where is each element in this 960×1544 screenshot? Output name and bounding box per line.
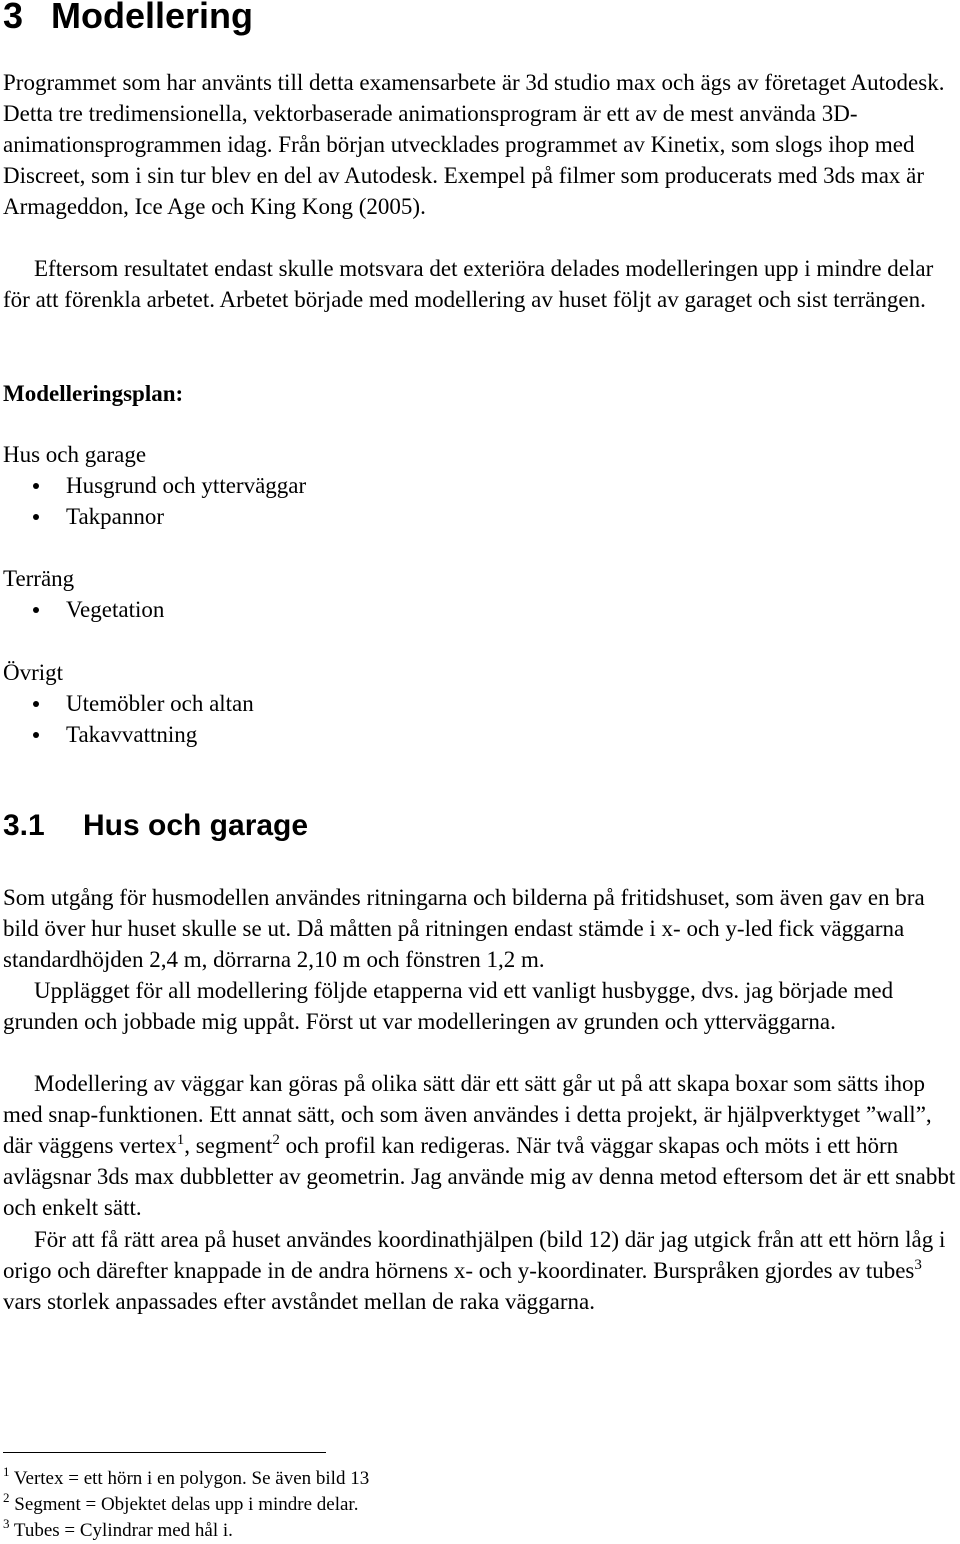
section-number: 3.1 [3, 809, 45, 842]
intro-paragraph-1: Programmet som har använts till detta examensarbete är 3d studio max och ägs av företaget Autodesk. Detta tre tredimensionella, vektorbaserade animationsprogram är ett av de mest använda 3D-animationsprogrammen idag. Från början utvecklades programmet av Kinetix, som slogs ihop med Discreet, som i sin tur blev en del av Autodesk. Exempel på filmer som producerats med 3ds max är Armageddon, Ice Age och King Kong (2005). [3, 70, 945, 219]
plan-group-label: Hus och garage [3, 442, 147, 467]
section-paragraph-2: Upplägget för all modellering följde etapperna vid ett vanligt husbygge, dvs. jag började med grunden och jobbade mig uppåt. Först ut var modelleringen av grunden och ytterväggarna. [3, 978, 894, 1034]
footnote: $^1$ Vertex = ett hörn i en polygon. Se även bild 13 [3, 1464, 370, 1489]
footnote-divider [3, 1452, 326, 1453]
bullet-icon [33, 732, 39, 738]
section-heading [3, 807, 308, 845]
section-paragraph-1: Som utgång för husmodellen användes ritningarna och bilderna på fritidshuset, som även gav en bra bild över hur huset skulle se ut. Då måtten på ritningen endast stämde i x- och y-led fick väggarna standardhöjden 2,4 m, dörrarna 2,10 m och fönstren 1,2 m. [3, 885, 925, 972]
bullet-icon [33, 514, 39, 520]
bullet-icon [33, 701, 39, 707]
footnote-ref: 3 [914, 1257, 922, 1273]
list-item: Takavvattning [3, 719, 254, 750]
footnote-ref: 1 [176, 1132, 185, 1148]
section-title: Hus och garage [83, 809, 309, 842]
list-item: Husgrund och ytterväggar [3, 470, 306, 501]
chapter-title: Modellering [51, 0, 254, 36]
chapter-heading [3, 0, 253, 38]
plan-list [3, 470, 306, 532]
footnote: $^3$ Tubes = Cylindrar med hål i. [3, 1516, 233, 1541]
footnote: $^2$ Segment = Objektet delas upp i mindre delar. [3, 1490, 359, 1515]
bullet-icon [33, 483, 39, 489]
intro-paragraph-2: Eftersom resultatet endast skulle motsvara det exteriöra delades modelleringen upp i mindre delar för att förenkla arbetet. Arbetet började med modellering av huset följt av garaget och sist terrängen. [3, 256, 934, 312]
plan-group-label: Terräng [3, 566, 75, 591]
section-paragraph-3: Modellering av väggar kan göras på olika sätt där ett sätt går ut på att skapa boxar som sätts ihop med snap-funktionen. Ett annat sätt, och som även användes i detta projekt, är hjälpverktyget ”wall”, där väggens vertex$^1$, segment$^2$ och profil kan redigeras. När två väggar skapas och möts i ett hörn avlägsnar 3ds max dubbletter av geometrin. Jag använde mig av denna metod eftersom det är ett snabbt och enkelt sätt. [3, 1071, 956, 1220]
section-paragraph-4: För att få rätt area på huset användes koordinathjälpen (bild 12) där jag utgick från att ett hörn låg i origo och därefter knappade in de andra hörnens x- och y-koordinater. Burspråken gjordes av tubes$^3$ vars storlek anpassades efter avståndet mellan de raka väggarna. [3, 1227, 946, 1314]
list-item: Takpannor [3, 501, 306, 532]
list-item: Utemöbler och altan [3, 688, 254, 719]
chapter-number: 3 [3, 0, 24, 36]
list-item: Vegetation [3, 594, 164, 625]
plan-list [3, 688, 254, 750]
footnote-ref: 2 [272, 1132, 280, 1148]
bullet-icon [33, 607, 39, 613]
plan-list [3, 594, 164, 625]
plan-group-label: Övrigt [3, 660, 64, 685]
plan-title: Modelleringsplan: [3, 381, 184, 406]
